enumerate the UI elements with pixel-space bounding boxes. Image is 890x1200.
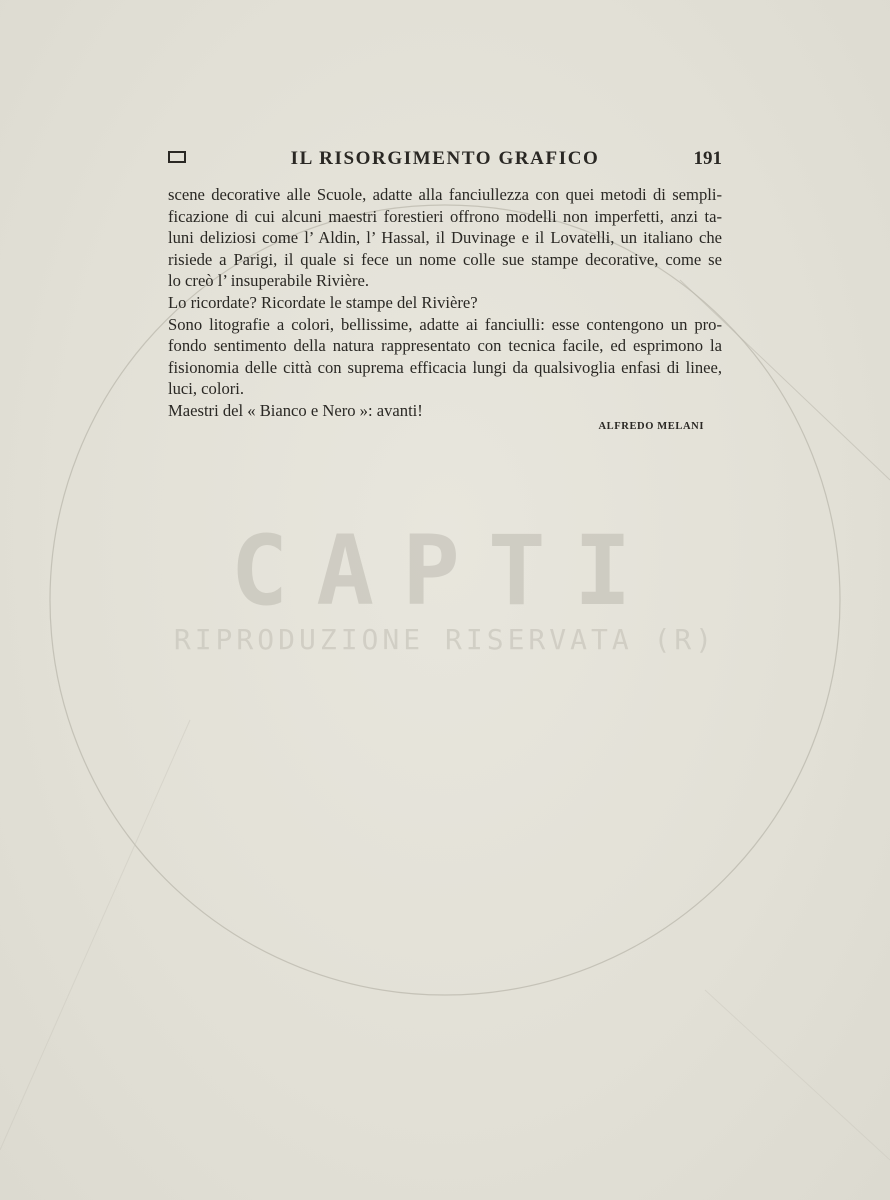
article-body xyxy=(168,184,722,422)
text-line: luci, colori. xyxy=(168,379,245,399)
text-line: risiede a Parigi, il quale si fece un nome colle sue stampe decorative, come se xyxy=(168,249,722,269)
running-header xyxy=(168,146,722,172)
text-line: Lo ricordate? Ricordate le stampe del Rivière? xyxy=(168,292,478,312)
watermark-logo: CAPTI xyxy=(230,515,660,627)
text-line: fisionomia delle città con suprema efficacia lungi da qualsivoglia enfasi di linee, xyxy=(168,357,722,377)
text-line: scene decorative alle Scuole, adatte alla fanciullezza con quei metodi di sempli- xyxy=(168,185,722,204)
text-line: Sono litografie a colori, bellissime, adatte ai fanciulli: esse contengono un pro- xyxy=(168,314,722,334)
text-line: ficazione di cui alcuni maestri forestieri offrono modelli non imperfetti, anzi ta- xyxy=(168,206,722,226)
text-line: lo creò l’ insuperabile Rivière. xyxy=(168,271,370,291)
text-line: fondo sentimento della natura rappresentato con tecnica facile, ed esprimono la xyxy=(168,336,722,356)
watermark-subtitle: RIPRODUZIONE RISERVATA (R) xyxy=(173,623,717,656)
page-number: 191 xyxy=(693,148,722,169)
text-line: Maestri del « Bianco e Nero »: avanti! xyxy=(168,400,423,420)
text-line: luni deliziosi come l’ Aldin, l’ Hassal, il Duvinage e il Lovatelli, un italiano che xyxy=(168,228,722,248)
author-signature: ALFREDO MELANI xyxy=(598,421,704,432)
running-title: IL RISORGIMENTO GRAFICO xyxy=(290,148,600,169)
